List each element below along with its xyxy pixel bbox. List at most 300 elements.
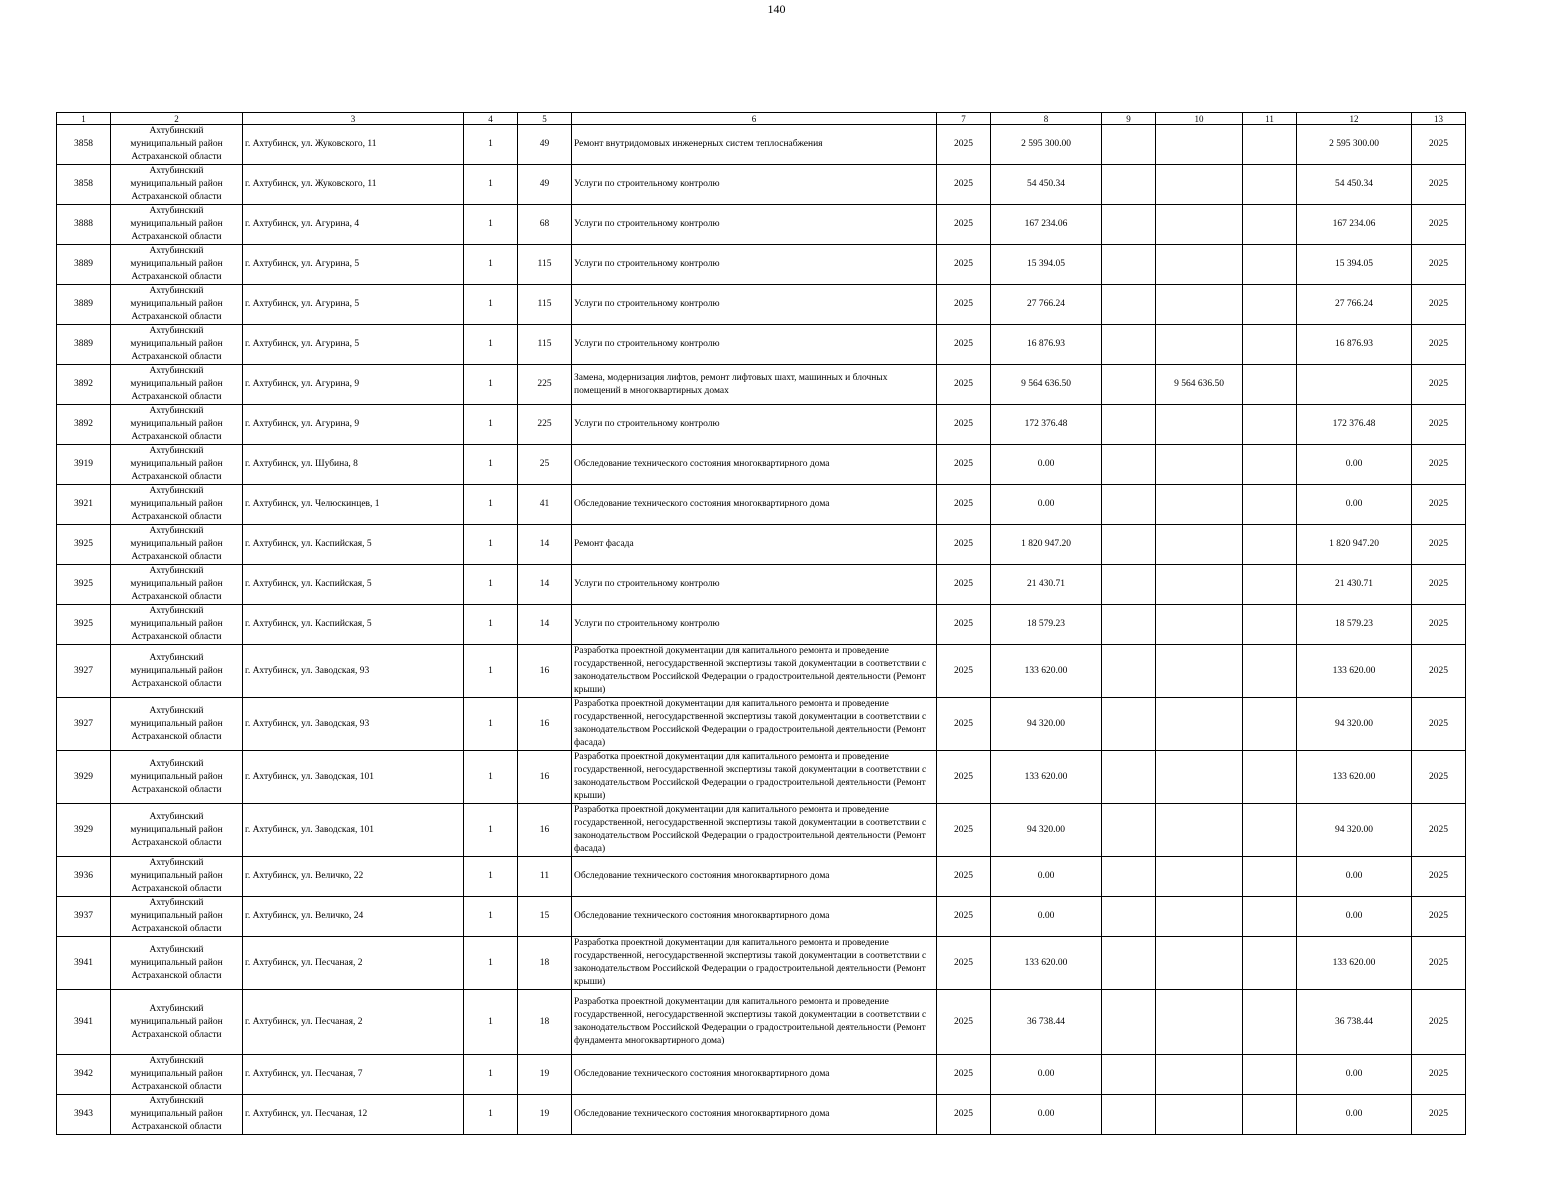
column-number-cell: 3	[243, 113, 464, 125]
municipality-line: Ахтубинский	[149, 406, 204, 416]
total-cost-cell: 2 595 300.00	[991, 125, 1102, 165]
row-number-cell: 3892	[57, 405, 111, 445]
municipality-line: Астраханской области	[131, 970, 222, 981]
work-type-cell: Обследование технического состояния многоквартирного дома	[572, 485, 937, 525]
row-number-cell: 3937	[57, 897, 111, 937]
table-row	[57, 365, 1466, 405]
col5-cell: 25	[518, 445, 572, 485]
col5-cell: 16	[518, 751, 572, 804]
col11-cell	[1243, 605, 1297, 645]
column-number-cell: 5	[518, 113, 572, 125]
col13-cell: 2025	[1412, 245, 1466, 285]
col12-cell: 27 766.24	[1297, 285, 1412, 325]
address-cell: г. Ахтубинск, ул. Величко, 22	[243, 857, 464, 897]
work-type-cell: Услуги по строительному контролю	[572, 405, 937, 445]
col9-cell	[1102, 165, 1156, 205]
col13-cell: 2025	[1412, 804, 1466, 857]
col11-cell	[1243, 325, 1297, 365]
col5-cell: 115	[518, 325, 572, 365]
municipality-line: Астраханской области	[131, 232, 222, 242]
col4-cell: 1	[464, 751, 518, 804]
table-row	[57, 325, 1466, 365]
col13-cell: 2025	[1412, 857, 1466, 897]
total-cost-cell: 27 766.24	[991, 285, 1102, 325]
municipality-line: Ахтубинский	[149, 1056, 204, 1066]
col4-cell: 1	[464, 285, 518, 325]
col13-cell: 2025	[1412, 751, 1466, 804]
total-cost-cell: 15 394.05	[991, 245, 1102, 285]
address-cell: г. Ахтубинск, ул. Песчаная, 2	[243, 990, 464, 1055]
work-type-cell: Услуги по строительному контролю	[572, 245, 937, 285]
municipality-line: Астраханской области	[131, 312, 222, 322]
municipality-line: Астраханской области	[131, 552, 222, 562]
col5-cell: 16	[518, 804, 572, 857]
col11-cell	[1243, 165, 1297, 205]
col10-cell	[1156, 605, 1243, 645]
municipality-line: Астраханской области	[131, 1082, 222, 1092]
column-number-cell: 11	[1243, 113, 1297, 125]
col13-cell: 2025	[1412, 205, 1466, 245]
col11-cell	[1243, 1095, 1297, 1135]
municipality-cell	[111, 897, 243, 937]
col12-cell: 167 234.06	[1297, 205, 1412, 245]
col5-cell: 16	[518, 698, 572, 751]
total-cost-cell: 0.00	[991, 485, 1102, 525]
col13-cell: 2025	[1412, 1095, 1466, 1135]
col10-cell	[1156, 1055, 1243, 1095]
col11-cell	[1243, 857, 1297, 897]
col11-cell	[1243, 804, 1297, 857]
municipality-line: муниципальный район	[130, 139, 223, 149]
work-type-cell: Ремонт фасада	[572, 525, 937, 565]
row-number-cell: 3919	[57, 445, 111, 485]
col12-cell: 2 595 300.00	[1297, 125, 1412, 165]
col4-cell: 1	[464, 405, 518, 445]
municipality-line: Ахтубинский	[149, 898, 204, 908]
municipality-line: Ахтубинский	[149, 126, 204, 136]
row-number-cell: 3941	[57, 937, 111, 990]
col12-cell: 0.00	[1297, 1095, 1412, 1135]
col4-cell: 1	[464, 645, 518, 698]
col11-cell	[1243, 125, 1297, 165]
col5-cell: 19	[518, 1055, 572, 1095]
municipality-line: Астраханской области	[131, 884, 222, 894]
municipality-line: Астраханской области	[131, 837, 222, 848]
col10-cell	[1156, 897, 1243, 937]
col4-cell: 1	[464, 605, 518, 645]
work-type-cell: Разработка проектной документации для капитального ремонта и проведение государственной, негосударственной экспертизы такой документации в соответствии с законодательством Российской Федерации о градостроительной деятельности (Ремонт фасада)	[572, 804, 937, 857]
col9-cell	[1102, 857, 1156, 897]
table-row	[57, 165, 1466, 205]
row-number-cell: 3858	[57, 125, 111, 165]
col10-cell	[1156, 205, 1243, 245]
address-cell: г. Ахтубинск, ул. Челюскинцев, 1	[243, 485, 464, 525]
row-number-cell: 3892	[57, 365, 111, 405]
col11-cell	[1243, 698, 1297, 751]
col13-cell: 2025	[1412, 1055, 1466, 1095]
col7-cell: 2025	[937, 245, 991, 285]
address-cell: г. Ахтубинск, ул. Агурина, 9	[243, 405, 464, 445]
total-cost-cell: 21 430.71	[991, 565, 1102, 605]
table-row	[57, 405, 1466, 445]
col12-cell: 36 738.44	[1297, 990, 1412, 1055]
row-number-cell: 3927	[57, 698, 111, 751]
municipality-cell	[111, 804, 243, 857]
municipality-line: Астраханской области	[131, 472, 222, 482]
col11-cell	[1243, 751, 1297, 804]
municipality-line: Ахтубинский	[149, 206, 204, 216]
municipality-cell	[111, 285, 243, 325]
work-type-cell: Замена, модернизация лифтов, ремонт лифтовых шахт, машинных и блочных помещений в многоквартирных домах	[572, 365, 937, 405]
column-number-cell: 7	[937, 113, 991, 125]
col4-cell: 1	[464, 897, 518, 937]
col9-cell	[1102, 990, 1156, 1055]
municipality-line: муниципальный район	[130, 579, 223, 589]
total-cost-cell: 18 579.23	[991, 605, 1102, 645]
work-type-cell: Обследование технического состояния многоквартирного дома	[572, 897, 937, 937]
municipality-cell	[111, 565, 243, 605]
municipality-line: Ахтубинский	[149, 446, 204, 456]
col7-cell: 2025	[937, 285, 991, 325]
municipality-line: Ахтубинский	[149, 758, 204, 769]
work-type-cell: Услуги по строительному контролю	[572, 565, 937, 605]
col12-cell: 0.00	[1297, 445, 1412, 485]
municipality-line: Ахтубинский	[149, 326, 204, 336]
col12-cell: 0.00	[1297, 485, 1412, 525]
col7-cell: 2025	[937, 365, 991, 405]
col13-cell: 2025	[1412, 325, 1466, 365]
col9-cell	[1102, 698, 1156, 751]
col7-cell: 2025	[937, 565, 991, 605]
col4-cell: 1	[464, 125, 518, 165]
col5-cell: 18	[518, 990, 572, 1055]
municipality-line: Астраханской области	[131, 352, 222, 362]
capital-repair-table	[56, 112, 1466, 1135]
municipality-line: Астраханской области	[131, 512, 222, 522]
total-cost-cell: 133 620.00	[991, 645, 1102, 698]
col12-cell: 15 394.05	[1297, 245, 1412, 285]
total-cost-cell: 9 564 636.50	[991, 365, 1102, 405]
table-row	[57, 645, 1466, 698]
row-number-cell: 3925	[57, 605, 111, 645]
col7-cell: 2025	[937, 990, 991, 1055]
col10-cell	[1156, 245, 1243, 285]
address-cell: г. Ахтубинск, ул. Агурина, 9	[243, 365, 464, 405]
col13-cell: 2025	[1412, 485, 1466, 525]
col5-cell: 49	[518, 165, 572, 205]
row-number-cell: 3943	[57, 1095, 111, 1135]
col11-cell	[1243, 205, 1297, 245]
col12-cell: 94 320.00	[1297, 698, 1412, 751]
total-cost-cell: 94 320.00	[991, 698, 1102, 751]
municipality-line: муниципальный район	[130, 771, 223, 782]
col10-cell	[1156, 645, 1243, 698]
col5-cell: 14	[518, 565, 572, 605]
col9-cell	[1102, 325, 1156, 365]
row-number-cell: 3889	[57, 245, 111, 285]
total-cost-cell: 0.00	[991, 897, 1102, 937]
col5-cell: 225	[518, 365, 572, 405]
municipality-cell	[111, 857, 243, 897]
col4-cell: 1	[464, 485, 518, 525]
col4-cell: 1	[464, 245, 518, 285]
col4-cell: 1	[464, 804, 518, 857]
municipality-cell	[111, 325, 243, 365]
table-row	[57, 857, 1466, 897]
table-row	[57, 1055, 1466, 1095]
address-cell: г. Ахтубинск, ул. Жуковского, 11	[243, 125, 464, 165]
municipality-line: муниципальный район	[130, 379, 223, 389]
col12-cell: 94 320.00	[1297, 804, 1412, 857]
municipality-line: Астраханской области	[131, 1122, 222, 1132]
col9-cell	[1102, 405, 1156, 445]
col9-cell	[1102, 285, 1156, 325]
municipality-cell	[111, 990, 243, 1055]
col7-cell: 2025	[937, 937, 991, 990]
col4-cell: 1	[464, 365, 518, 405]
col13-cell: 2025	[1412, 125, 1466, 165]
work-type-cell: Ремонт внутридомовых инженерных систем теплоснабжения	[572, 125, 937, 165]
municipality-line: Астраханской области	[131, 784, 222, 795]
address-cell: г. Ахтубинск, ул. Агурина, 5	[243, 325, 464, 365]
work-type-cell: Обследование технического состояния многоквартирного дома	[572, 445, 937, 485]
col5-cell: 115	[518, 285, 572, 325]
col12-cell: 0.00	[1297, 897, 1412, 937]
col9-cell	[1102, 897, 1156, 937]
municipality-cell	[111, 1055, 243, 1095]
work-type-cell: Разработка проектной документации для капитального ремонта и проведение государственной, негосударственной экспертизы такой документации в соответствии с законодательством Российской Федерации о градостроительной деятельности (Ремонт крыши)	[572, 937, 937, 990]
municipality-line: муниципальный район	[130, 718, 223, 729]
col12-cell: 16 876.93	[1297, 325, 1412, 365]
col12-cell: 0.00	[1297, 1055, 1412, 1095]
col12-cell: 133 620.00	[1297, 751, 1412, 804]
total-cost-cell: 16 876.93	[991, 325, 1102, 365]
col12-cell: 18 579.23	[1297, 605, 1412, 645]
municipality-line: Ахтубинский	[149, 1003, 204, 1014]
municipality-line: Ахтубинский	[149, 166, 204, 176]
address-cell: г. Ахтубинск, ул. Агурина, 5	[243, 245, 464, 285]
col11-cell	[1243, 285, 1297, 325]
table-row	[57, 897, 1466, 937]
col13-cell: 2025	[1412, 285, 1466, 325]
municipality-line: Астраханской области	[131, 392, 222, 402]
address-cell: г. Ахтубинск, ул. Агурина, 4	[243, 205, 464, 245]
col10-cell	[1156, 325, 1243, 365]
municipality-line: Ахтубинский	[149, 566, 204, 576]
municipality-line: муниципальный район	[130, 1016, 223, 1027]
row-number-cell: 3921	[57, 485, 111, 525]
table-body	[57, 113, 1466, 1135]
column-number-cell: 9	[1102, 113, 1156, 125]
municipality-cell	[111, 165, 243, 205]
address-cell: г. Ахтубинск, ул. Песчаная, 7	[243, 1055, 464, 1095]
table-row	[57, 245, 1466, 285]
work-type-cell: Услуги по строительному контролю	[572, 605, 937, 645]
col5-cell: 14	[518, 525, 572, 565]
col12-cell: 172 376.48	[1297, 405, 1412, 445]
col7-cell: 2025	[937, 325, 991, 365]
table-row	[57, 1095, 1466, 1135]
municipality-cell	[111, 937, 243, 990]
col13-cell: 2025	[1412, 990, 1466, 1055]
row-number-cell: 3942	[57, 1055, 111, 1095]
col10-cell	[1156, 445, 1243, 485]
col10-cell	[1156, 405, 1243, 445]
col9-cell	[1102, 525, 1156, 565]
address-cell: г. Ахтубинск, ул. Величко, 24	[243, 897, 464, 937]
col7-cell: 2025	[937, 445, 991, 485]
municipality-line: муниципальный район	[130, 539, 223, 549]
municipality-line: муниципальный район	[130, 957, 223, 968]
col12-cell: 21 430.71	[1297, 565, 1412, 605]
column-number-row	[57, 113, 1466, 125]
municipality-line: Ахтубинский	[149, 944, 204, 955]
municipality-cell	[111, 365, 243, 405]
municipality-line: муниципальный район	[130, 871, 223, 881]
col11-cell	[1243, 525, 1297, 565]
col4-cell: 1	[464, 165, 518, 205]
col12-cell: 133 620.00	[1297, 937, 1412, 990]
col13-cell: 2025	[1412, 937, 1466, 990]
col10-cell	[1156, 804, 1243, 857]
municipality-line: Ахтубинский	[149, 246, 204, 256]
work-type-cell: Услуги по строительному контролю	[572, 285, 937, 325]
work-type-cell: Услуги по строительному контролю	[572, 325, 937, 365]
municipality-line: Ахтубинский	[149, 811, 204, 822]
col9-cell	[1102, 751, 1156, 804]
municipality-line: Ахтубинский	[149, 526, 204, 536]
municipality-cell	[111, 205, 243, 245]
total-cost-cell: 0.00	[991, 445, 1102, 485]
work-type-cell: Услуги по строительному контролю	[572, 205, 937, 245]
col9-cell	[1102, 1055, 1156, 1095]
municipality-line: муниципальный район	[130, 259, 223, 269]
row-number-cell: 3927	[57, 645, 111, 698]
total-cost-cell: 172 376.48	[991, 405, 1102, 445]
col11-cell	[1243, 897, 1297, 937]
col7-cell: 2025	[937, 804, 991, 857]
col5-cell: 16	[518, 645, 572, 698]
work-type-cell: Разработка проектной документации для капитального ремонта и проведение государственной, негосударственной экспертизы такой документации в соответствии с законодательством Российской Федерации о градостроительной деятельности (Ремонт фундамента многоквартирного дома)	[572, 990, 937, 1055]
col10-cell	[1156, 165, 1243, 205]
municipality-line: Ахтубинский	[149, 858, 204, 868]
table-row	[57, 485, 1466, 525]
address-cell: г. Ахтубинск, ул. Песчаная, 2	[243, 937, 464, 990]
col13-cell: 2025	[1412, 445, 1466, 485]
total-cost-cell: 94 320.00	[991, 804, 1102, 857]
col13-cell: 2025	[1412, 165, 1466, 205]
municipality-line: муниципальный район	[130, 1069, 223, 1079]
address-cell: г. Ахтубинск, ул. Песчаная, 12	[243, 1095, 464, 1135]
col13-cell: 2025	[1412, 698, 1466, 751]
col11-cell	[1243, 1055, 1297, 1095]
col7-cell: 2025	[937, 525, 991, 565]
column-number-cell: 2	[111, 113, 243, 125]
total-cost-cell: 0.00	[991, 1055, 1102, 1095]
total-cost-cell: 1 820 947.20	[991, 525, 1102, 565]
col10-cell	[1156, 937, 1243, 990]
col9-cell	[1102, 365, 1156, 405]
municipality-line: Ахтубинский	[149, 652, 204, 663]
municipality-line: Астраханской области	[131, 592, 222, 602]
table-row	[57, 205, 1466, 245]
municipality-line: муниципальный район	[130, 179, 223, 189]
col5-cell: 19	[518, 1095, 572, 1135]
col7-cell: 2025	[937, 1055, 991, 1095]
col7-cell: 2025	[937, 205, 991, 245]
municipality-line: Астраханской области	[131, 432, 222, 442]
municipality-line: Ахтубинский	[149, 366, 204, 376]
municipality-cell	[111, 525, 243, 565]
col10-cell	[1156, 990, 1243, 1055]
col5-cell: 18	[518, 937, 572, 990]
municipality-line: Астраханской области	[131, 678, 222, 689]
table-row	[57, 937, 1466, 990]
col9-cell	[1102, 645, 1156, 698]
municipality-line: Астраханской области	[131, 272, 222, 282]
col13-cell: 2025	[1412, 525, 1466, 565]
table-row	[57, 285, 1466, 325]
column-number-cell: 1	[57, 113, 111, 125]
col5-cell: 41	[518, 485, 572, 525]
col10-cell	[1156, 525, 1243, 565]
col4-cell: 1	[464, 857, 518, 897]
municipality-line: муниципальный район	[130, 459, 223, 469]
table-row	[57, 751, 1466, 804]
col12-cell: 133 620.00	[1297, 645, 1412, 698]
municipality-line: Астраханской области	[131, 192, 222, 202]
column-number-cell: 12	[1297, 113, 1412, 125]
address-cell: г. Ахтубинск, ул. Жуковского, 11	[243, 165, 464, 205]
col10-cell	[1156, 565, 1243, 605]
col7-cell: 2025	[937, 125, 991, 165]
row-number-cell: 3858	[57, 165, 111, 205]
col10-cell	[1156, 698, 1243, 751]
col4-cell: 1	[464, 990, 518, 1055]
col9-cell	[1102, 804, 1156, 857]
municipality-line: муниципальный район	[130, 419, 223, 429]
col5-cell: 15	[518, 897, 572, 937]
col4-cell: 1	[464, 205, 518, 245]
municipality-line: муниципальный район	[130, 499, 223, 509]
col5-cell: 49	[518, 125, 572, 165]
col10-cell	[1156, 485, 1243, 525]
table-row	[57, 565, 1466, 605]
column-number-cell: 6	[572, 113, 937, 125]
address-cell: г. Ахтубинск, ул. Каспийская, 5	[243, 565, 464, 605]
col7-cell: 2025	[937, 1095, 991, 1135]
municipality-line: Астраханской области	[131, 924, 222, 934]
table-row	[57, 125, 1466, 165]
municipality-cell	[111, 751, 243, 804]
work-type-cell: Обследование технического состояния многоквартирного дома	[572, 1095, 937, 1135]
municipality-cell	[111, 698, 243, 751]
col10-cell	[1156, 125, 1243, 165]
col13-cell: 2025	[1412, 897, 1466, 937]
col7-cell: 2025	[937, 405, 991, 445]
municipality-line: муниципальный район	[130, 1109, 223, 1119]
municipality-line: Астраханской области	[131, 152, 222, 162]
col13-cell: 2025	[1412, 605, 1466, 645]
col7-cell: 2025	[937, 485, 991, 525]
work-type-cell: Разработка проектной документации для капитального ремонта и проведение государственной, негосударственной экспертизы такой документации в соответствии с законодательством Российской Федерации о градостроительной деятельности (Ремонт крыши)	[572, 751, 937, 804]
municipality-cell	[111, 125, 243, 165]
total-cost-cell: 167 234.06	[991, 205, 1102, 245]
address-cell: г. Ахтубинск, ул. Заводская, 93	[243, 645, 464, 698]
row-number-cell: 3889	[57, 285, 111, 325]
col5-cell: 68	[518, 205, 572, 245]
column-number-cell: 8	[991, 113, 1102, 125]
